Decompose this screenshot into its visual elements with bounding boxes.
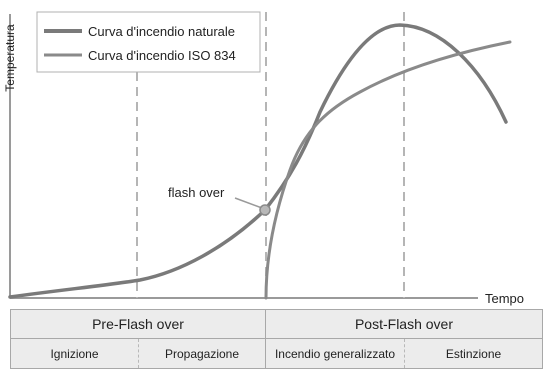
phase-row-main xyxy=(11,310,542,339)
legend-label-natural: Curva d'incendio naturale xyxy=(88,24,236,39)
y-axis-label: Temperatura xyxy=(3,24,17,92)
phase-row-stages xyxy=(11,339,542,368)
stage-ignition: Ignizione xyxy=(11,339,139,368)
flashover-leader-line xyxy=(235,198,262,208)
legend xyxy=(37,12,260,72)
flashover-label: flash over xyxy=(168,185,225,200)
stage-propagation: Propagazione xyxy=(139,339,266,368)
legend-label-iso: Curva d'incendio ISO 834 xyxy=(88,48,236,63)
iso834-fire-curve xyxy=(266,42,510,298)
stage-extinction: Estinzione xyxy=(445,346,502,361)
stage-generalized-fire: Incendio generalizzato xyxy=(266,339,405,368)
flashover-marker xyxy=(260,205,270,215)
phase-post-flashover: Post-Flash over xyxy=(354,316,454,332)
phase-table xyxy=(10,309,543,369)
phase-pre-flashover: Pre-Flash over xyxy=(11,310,266,338)
x-axis-label: Tempo xyxy=(484,291,524,306)
